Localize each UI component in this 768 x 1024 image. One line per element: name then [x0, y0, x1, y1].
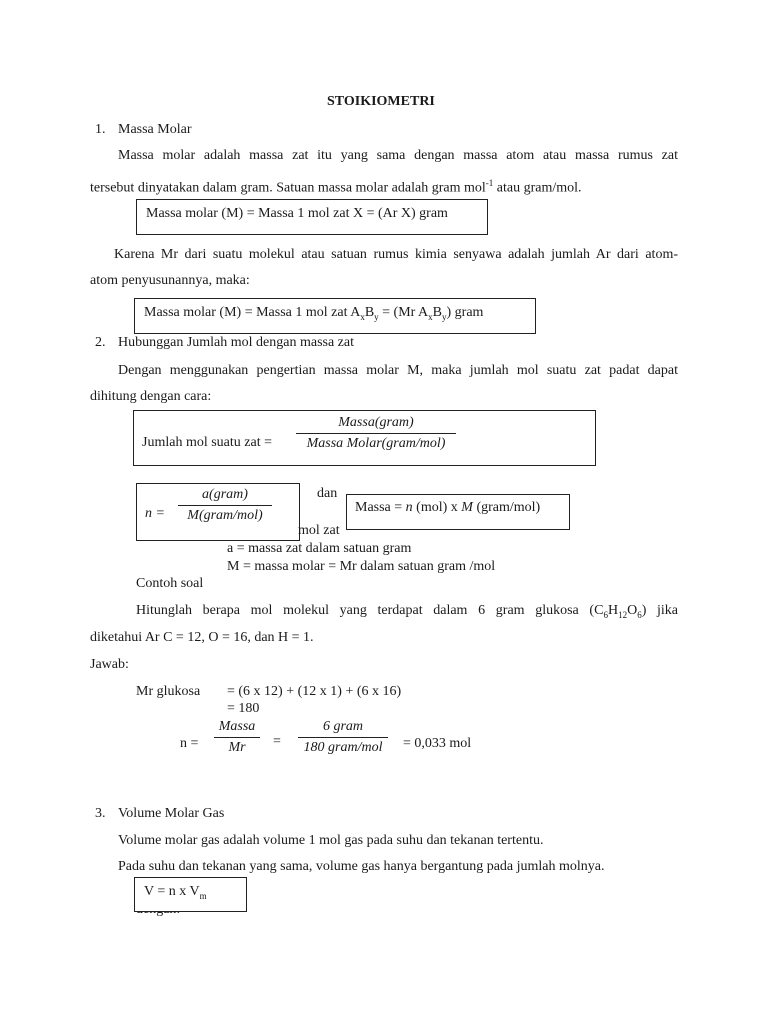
calc-equals: = — [273, 734, 281, 749]
section-1-heading: Massa Molar — [118, 122, 192, 137]
section-3-number: 3. — [95, 806, 106, 821]
fraction-denominator: Massa Molar(gram/mol) — [306, 436, 446, 451]
section-1-paragraph-1-line-1: Massa molar adalah massa zat itu yang sama dengan massa atom atau massa rumus zat — [118, 148, 678, 163]
formula-volume: V = n x $V_m$ — [144, 884, 207, 901]
section-1-number: 1. — [95, 122, 106, 137]
fraction-numerator: Massa — [218, 719, 256, 734]
fraction-numerator: a(gram) — [202, 487, 248, 502]
formula-mass: Massa = n (mol) x M (gram/mol) — [355, 500, 541, 515]
mr-label: Mr glukosa — [136, 684, 201, 699]
definition-m: M = massa molar = Mr dalam satuan gram /mol — [227, 559, 496, 574]
section-2-paragraph-1-line-1: Dengan menggunakan pengertian massa molar M, maka jumlah mol suatu zat padat dapat — [118, 363, 678, 378]
fraction-bar — [214, 737, 260, 738]
section-3-paragraph-2: Pada suhu dan tekanan yang sama, volume gas hanya bergantung pada jumlah molnya. — [118, 859, 605, 874]
formula-mol-count-label: Jumlah mol suatu zat = — [142, 435, 272, 450]
section-3-paragraph-1: Volume molar gas adalah volume 1 mol gas pada suhu dan tekanan tertentu. — [118, 833, 544, 848]
fraction-bar — [298, 737, 388, 738]
formula-molar-mass: Massa molar (M) = Massa 1 mol zat X = (Ar X) gram — [146, 206, 448, 221]
fraction-denominator: 180 gram/mol — [303, 740, 383, 755]
fraction-numerator: 6 gram — [322, 719, 364, 734]
fraction-denominator: M(gram/mol) — [187, 508, 263, 523]
definition-a: a = massa zat dalam satuan gram — [227, 541, 412, 556]
mr-equation-2: = 180 — [227, 701, 260, 716]
fraction-numerator: Massa(gram) — [338, 415, 414, 430]
calc-fraction-2 — [298, 719, 388, 756]
formula-molar-mass-compound: Massa molar (M) = Massa 1 mol zat $A_xB_y = (Mr$ $A_xB_y$) gram — [144, 305, 484, 322]
fraction-bar — [296, 433, 456, 434]
formula-mol-count-fraction — [296, 415, 456, 452]
conjunction-dan: dan — [317, 486, 338, 501]
section-1-paragraph-1-line-2: tersebut dinyatakan dalam gram. Satuan massa molar adalah gram mol$^{-1}$ atau gram/mol. — [90, 178, 582, 196]
example-question-line-1: Hitunglah berapa mol molekul yang terdapat dalam 6 gram glukosa $(C_6H_{12}O_6)$ jika — [136, 603, 679, 620]
fraction-bar — [178, 505, 272, 506]
page-title: STOIKIOMETRI — [327, 94, 435, 109]
calc-fraction-1 — [214, 719, 260, 756]
formula-n-fraction — [178, 487, 272, 524]
section-2-paragraph-1-line-2: dihitung dengan cara: — [90, 389, 212, 404]
superscript: -1 — [485, 178, 494, 188]
calc-result: = 0,033 mol — [403, 736, 472, 751]
calc-n-label: n = — [180, 736, 199, 751]
section-1-paragraph-2-line-2: atom penyusunannya, maka: — [90, 273, 250, 288]
mol-zat-text: mol zat — [298, 523, 340, 538]
fraction-denominator: Mr — [228, 740, 246, 755]
formula-n-label: n = — [145, 506, 165, 521]
example-question-line-2: diketahui Ar C = 12, O = 16, dan H = 1. — [90, 630, 314, 645]
section-3-heading: Volume Molar Gas — [118, 806, 225, 821]
mr-equation-1: = (6 x 12) + (12 x 1) + (6 x 16) — [227, 684, 402, 699]
example-heading: Contoh soal — [136, 576, 204, 591]
section-1-paragraph-2-line-1: Karena Mr dari suatu molekul atau satuan rumus kimia senyawa adalah jumlah Ar dari atom- — [114, 247, 678, 262]
answer-label: Jawab: — [90, 657, 129, 672]
section-2-heading: Hubunggan Jumlah mol dengan massa zat — [118, 335, 355, 350]
section-2-number: 2. — [95, 335, 106, 350]
